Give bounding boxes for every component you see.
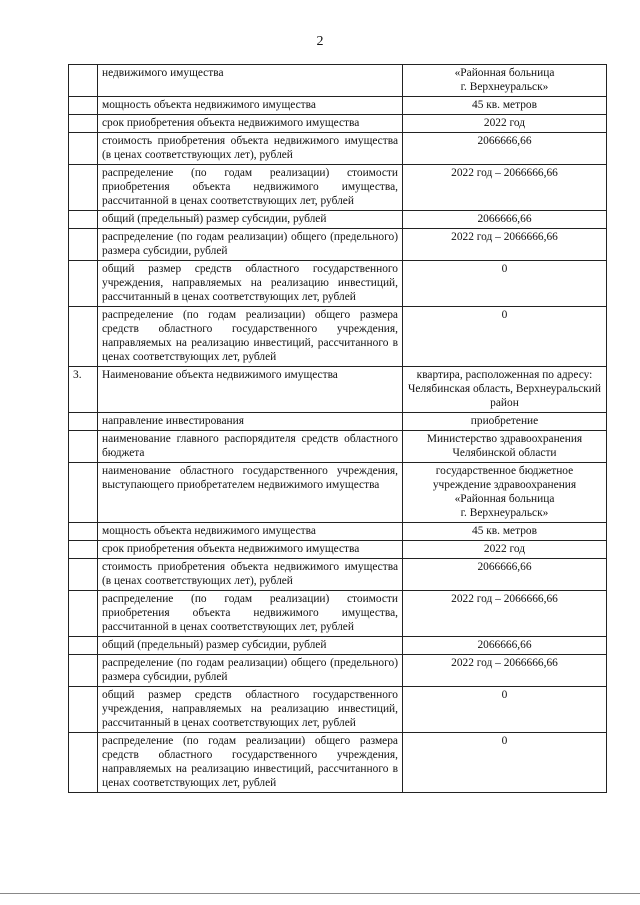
row-number bbox=[69, 65, 98, 97]
row-label: распределение (по годам реализации) стоимости приобретения объекта недвижимого имущества, рассчитанной в ценах соответствующих лет, рублей bbox=[98, 165, 403, 211]
row-label: мощность объекта недвижимого имущества bbox=[98, 97, 403, 115]
table-body bbox=[69, 65, 607, 793]
row-value: «Районная больница г. Верхнеуральск» bbox=[403, 65, 607, 97]
row-label: наименование главного распорядителя средств областного бюджета bbox=[98, 431, 403, 463]
table-row bbox=[69, 229, 607, 261]
table-row bbox=[69, 687, 607, 733]
row-label: распределение (по годам реализации) общего размера средств областного государственного учреждения, направляемых на реализацию инвестиций, рассчитанного в ценах соответствующих лет, рублей bbox=[98, 733, 403, 793]
row-number bbox=[69, 431, 98, 463]
row-label: распределение (по годам реализации) общего (предельного) размера субсидии, рублей bbox=[98, 229, 403, 261]
row-value: государственное бюджетное учреждение здравоохранения «Районная больница г. Верхнеуральск» bbox=[403, 463, 607, 523]
row-label: срок приобретения объекта недвижимого имущества bbox=[98, 541, 403, 559]
table-row bbox=[69, 211, 607, 229]
row-label: общий (предельный) размер субсидии, рублей bbox=[98, 211, 403, 229]
row-label: стоимость приобретения объекта недвижимого имущества (в ценах соответствующих лет), рублей bbox=[98, 559, 403, 591]
row-label: общий размер средств областного государственного учреждения, направляемых на реализацию инвестиций, рассчитанный в ценах соответствующих лет, рублей bbox=[98, 261, 403, 307]
row-value: 2022 год – 2066666,66 bbox=[403, 165, 607, 211]
row-number bbox=[69, 687, 98, 733]
row-number bbox=[69, 211, 98, 229]
row-value: 0 bbox=[403, 687, 607, 733]
row-number bbox=[69, 637, 98, 655]
row-value: 2066666,66 bbox=[403, 559, 607, 591]
row-label: общий размер средств областного государственного учреждения, направляемых на реализацию инвестиций, рассчитанный в ценах соответствующих лет, рублей bbox=[98, 687, 403, 733]
row-label: распределение (по годам реализации) стоимости приобретения объекта недвижимого имущества, рассчитанной в ценах соответствующих лет, рублей bbox=[98, 591, 403, 637]
row-value: 0 bbox=[403, 733, 607, 793]
table-row bbox=[69, 591, 607, 637]
table-row bbox=[69, 541, 607, 559]
table-row bbox=[69, 65, 607, 97]
row-number bbox=[69, 463, 98, 523]
row-label: срок приобретения объекта недвижимого имущества bbox=[98, 115, 403, 133]
row-number bbox=[69, 261, 98, 307]
row-label: направление инвестирования bbox=[98, 413, 403, 431]
table-row bbox=[69, 559, 607, 591]
table-row bbox=[69, 115, 607, 133]
row-value: 45 кв. метров bbox=[403, 97, 607, 115]
table-row bbox=[69, 133, 607, 165]
table-row bbox=[69, 431, 607, 463]
row-number bbox=[69, 655, 98, 687]
row-label: мощность объекта недвижимого имущества bbox=[98, 523, 403, 541]
row-number bbox=[69, 541, 98, 559]
page-number: 2 bbox=[316, 34, 324, 49]
row-value: 0 bbox=[403, 261, 607, 307]
row-value: 2022 год – 2066666,66 bbox=[403, 655, 607, 687]
row-number: 3. bbox=[69, 367, 98, 413]
row-number bbox=[69, 97, 98, 115]
row-number bbox=[69, 165, 98, 211]
row-label: наименование областного государственного учреждения, выступающего приобретателем недвижимого имущества bbox=[98, 463, 403, 523]
row-number bbox=[69, 115, 98, 133]
row-number bbox=[69, 307, 98, 367]
table-row bbox=[69, 367, 607, 413]
table-row bbox=[69, 261, 607, 307]
subsidy-table bbox=[68, 64, 607, 793]
row-value: 2022 год – 2066666,66 bbox=[403, 591, 607, 637]
row-number bbox=[69, 591, 98, 637]
row-value: 45 кв. метров bbox=[403, 523, 607, 541]
row-value: приобретение bbox=[403, 413, 607, 431]
page-bottom-rule bbox=[0, 893, 640, 894]
row-value: 2066666,66 bbox=[403, 211, 607, 229]
row-value: 0 bbox=[403, 307, 607, 367]
row-number bbox=[69, 559, 98, 591]
table-row bbox=[69, 733, 607, 793]
table-row bbox=[69, 637, 607, 655]
row-label: Наименование объекта недвижимого имущества bbox=[98, 367, 403, 413]
row-label: общий (предельный) размер субсидии, рублей bbox=[98, 637, 403, 655]
row-number bbox=[69, 229, 98, 261]
row-value: 2022 год bbox=[403, 115, 607, 133]
row-label: распределение (по годам реализации) общего (предельного) размера субсидии, рублей bbox=[98, 655, 403, 687]
table-row bbox=[69, 165, 607, 211]
row-value: Министерство здравоохранения Челябинской области bbox=[403, 431, 607, 463]
row-number bbox=[69, 733, 98, 793]
row-value: квартира, расположенная по адресу: Челябинская область, Верхнеуральский район bbox=[403, 367, 607, 413]
table-row bbox=[69, 97, 607, 115]
row-label: недвижимого имущества bbox=[98, 65, 403, 97]
table-row bbox=[69, 463, 607, 523]
row-number bbox=[69, 413, 98, 431]
row-number bbox=[69, 133, 98, 165]
table-row bbox=[69, 655, 607, 687]
table-row bbox=[69, 307, 607, 367]
row-value: 2022 год – 2066666,66 bbox=[403, 229, 607, 261]
row-value: 2022 год bbox=[403, 541, 607, 559]
row-label: распределение (по годам реализации) общего размера средств областного государственного учреждения, направляемых на реализацию инвестиций, рассчитанного в ценах соответствующих лет, рублей bbox=[98, 307, 403, 367]
row-label: стоимость приобретения объекта недвижимого имущества (в ценах соответствующих лет), рублей bbox=[98, 133, 403, 165]
row-number bbox=[69, 523, 98, 541]
row-value: 2066666,66 bbox=[403, 133, 607, 165]
table-row bbox=[69, 413, 607, 431]
row-value: 2066666,66 bbox=[403, 637, 607, 655]
table-row bbox=[69, 523, 607, 541]
